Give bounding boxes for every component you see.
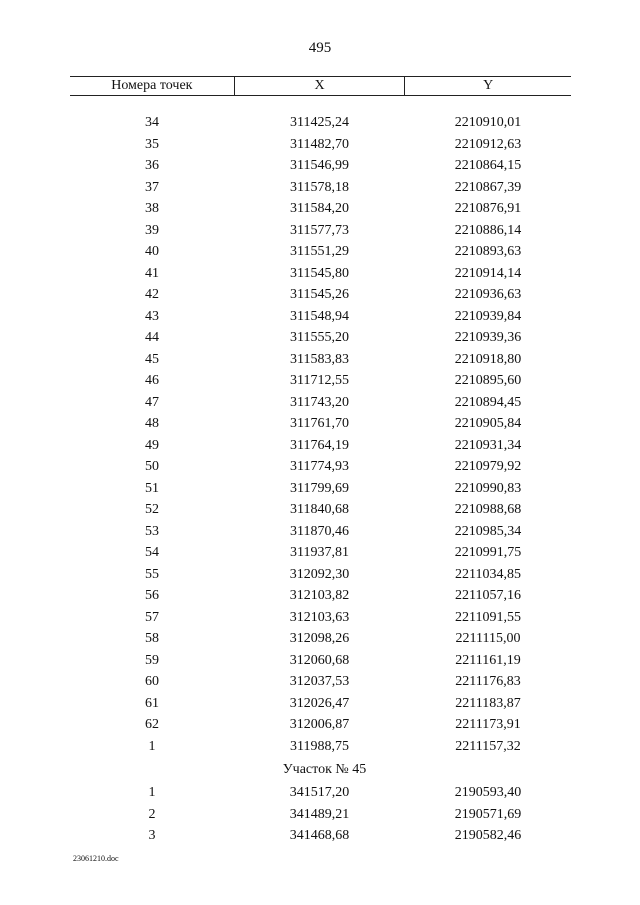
y-cell: 2211034,85: [455, 566, 521, 582]
table-row: [70, 327, 571, 349]
x-cell: 311761,70: [290, 416, 349, 431]
x-cell: 312006,87: [289, 717, 350, 732]
point-number-cell: 60: [145, 674, 159, 689]
point-number-cell: 1: [148, 738, 156, 754]
x-cell: 311937,81: [290, 545, 349, 560]
point-number-cell: 36: [145, 158, 159, 173]
x-cell: 311545,26: [290, 287, 349, 302]
table-row: [70, 284, 571, 306]
y-cell: 2210979,92: [454, 459, 522, 474]
y-cell: 2210910,01: [454, 115, 522, 130]
x-cell: 311870,46: [290, 523, 349, 539]
point-number-cell: 40: [145, 244, 159, 259]
x-cell: 341517,20: [289, 785, 350, 800]
y-cell: 2210990,83: [454, 480, 522, 496]
table-row: [70, 241, 571, 263]
point-number-cell: 45: [145, 351, 159, 367]
point-number-cell: 53: [145, 523, 159, 539]
y-cell: 2211157,32: [455, 738, 521, 754]
x-cell: 341489,21: [289, 806, 350, 822]
y-cell: 2211115,00: [455, 631, 521, 646]
y-cell: 2211173,91: [455, 717, 521, 732]
point-number-cell: 49: [145, 437, 159, 453]
table-body: [70, 112, 571, 847]
x-cell: 311548,94: [290, 308, 349, 324]
y-cell: 2210867,39: [454, 179, 522, 195]
point-number-cell: 57: [145, 609, 159, 625]
x-cell: 312092,30: [289, 566, 350, 582]
table-row: [70, 564, 571, 586]
y-cell: 2210912,63: [454, 136, 522, 152]
table-row: [70, 478, 571, 500]
point-number-cell: 48: [145, 416, 159, 431]
x-cell: 311425,24: [290, 115, 349, 130]
point-number-cell: 3: [148, 828, 156, 843]
x-cell: 341468,68: [289, 828, 350, 843]
table-row: [70, 499, 571, 521]
point-number-cell: 38: [145, 201, 159, 216]
point-number-cell: 41: [145, 265, 159, 281]
point-number-cell: 35: [145, 136, 159, 152]
table-row: [70, 607, 571, 629]
y-cell: 2210918,80: [454, 351, 522, 367]
table-row: [70, 435, 571, 457]
point-number-cell: 34: [145, 115, 159, 130]
table-row: [70, 263, 571, 285]
y-cell: 2210895,60: [454, 373, 522, 388]
x-cell: 311577,73: [290, 222, 349, 238]
table-row: [70, 825, 571, 847]
table-header: [70, 76, 571, 96]
table-row: [70, 782, 571, 804]
y-cell: 2210991,75: [454, 545, 522, 560]
x-cell: 311578,18: [290, 179, 349, 195]
table-row: [70, 521, 571, 543]
table-row: [70, 585, 571, 607]
x-cell: 312026,47: [289, 695, 350, 711]
y-cell: 2190593,40: [454, 785, 522, 800]
x-cell: 312037,53: [289, 674, 350, 689]
x-cell: 311545,80: [290, 265, 349, 281]
table-row: [70, 134, 571, 156]
point-number-cell: 62: [145, 717, 159, 732]
y-cell: 2211057,16: [455, 588, 521, 603]
x-cell: 311555,20: [290, 330, 349, 345]
y-cell: 2190571,69: [454, 806, 522, 822]
point-number-cell: 59: [145, 652, 159, 668]
point-number-cell: 44: [145, 330, 159, 345]
x-cell: 311840,68: [290, 502, 349, 517]
point-number-cell: 56: [145, 588, 159, 603]
point-number-cell: 50: [145, 459, 159, 474]
point-number-cell: 47: [145, 394, 159, 410]
file-name-footer: 23061210.doc: [73, 854, 119, 863]
coordinates-table: [70, 76, 571, 843]
point-number-cell: 42: [145, 287, 159, 302]
x-cell: 311551,29: [290, 244, 349, 259]
table-row: [70, 714, 571, 736]
x-cell: 312103,82: [289, 588, 350, 603]
table-row: [70, 628, 571, 650]
table-row: [70, 392, 571, 414]
table-row: [70, 542, 571, 564]
y-cell: 2210931,34: [454, 437, 522, 453]
table-row: [70, 112, 571, 134]
table-row: [70, 198, 571, 220]
table-row: [70, 155, 571, 177]
y-cell: 2210894,45: [454, 394, 522, 410]
table-row: [70, 306, 571, 328]
y-cell: 2210939,84: [454, 308, 522, 324]
point-number-cell: 58: [145, 631, 159, 646]
x-cell: 311546,99: [290, 158, 349, 173]
point-number-cell: 39: [145, 222, 159, 238]
point-number-cell: 37: [145, 179, 159, 195]
table-row: [70, 650, 571, 672]
x-cell: 312060,68: [289, 652, 350, 668]
x-cell: 311988,75: [290, 738, 349, 754]
table-row: [70, 370, 571, 392]
y-cell: 2210893,63: [454, 244, 522, 259]
y-cell: 2210939,36: [454, 330, 522, 345]
x-cell: 312098,26: [289, 631, 350, 646]
table-row: [70, 413, 571, 435]
y-cell: 2211176,83: [455, 674, 521, 689]
page-number: 495: [308, 40, 332, 56]
table-row: [70, 456, 571, 478]
point-number-cell: 52: [145, 502, 159, 517]
table-row: [70, 693, 571, 715]
x-cell: 311584,20: [290, 201, 349, 216]
header-y: Y: [404, 77, 571, 95]
y-cell: 2210914,14: [454, 265, 522, 281]
section-title: Участок № 45: [282, 762, 367, 777]
y-cell: 2210876,91: [454, 201, 522, 216]
x-cell: 311482,70: [290, 136, 349, 152]
y-cell: 2210864,15: [454, 158, 522, 173]
x-cell: 311712,55: [290, 373, 349, 388]
point-number-cell: 54: [145, 545, 159, 560]
point-number-cell: 55: [145, 566, 159, 582]
x-cell: 311774,93: [290, 459, 349, 474]
header-point-numbers: Номера точек: [111, 78, 193, 93]
y-cell: 2211091,55: [455, 609, 521, 625]
table-row: [70, 220, 571, 242]
point-number-cell: 61: [145, 695, 159, 711]
table-row: [70, 177, 571, 199]
table-row: [70, 349, 571, 371]
table-row: [70, 671, 571, 693]
y-cell: 2211161,19: [455, 652, 521, 668]
point-number-cell: 43: [145, 308, 159, 324]
point-number-cell: 1: [148, 785, 156, 800]
x-cell: 311583,83: [290, 351, 349, 367]
y-cell: 2210886,14: [454, 222, 522, 238]
y-cell: 2210988,68: [454, 502, 522, 517]
x-cell: 311743,20: [290, 394, 349, 410]
table-row: [70, 804, 571, 826]
point-number-cell: 2: [148, 806, 156, 822]
y-cell: 2210905,84: [454, 416, 522, 431]
point-number-cell: 46: [145, 373, 159, 388]
table-row: [70, 736, 571, 758]
y-cell: 2210985,34: [454, 523, 522, 539]
point-number-cell: 51: [145, 480, 159, 496]
header-x: X: [234, 77, 405, 95]
y-cell: 2211183,87: [455, 695, 521, 711]
x-cell: 311764,19: [290, 437, 349, 453]
x-cell: 312103,63: [289, 609, 350, 625]
x-cell: 311799,69: [290, 480, 349, 496]
y-cell: 2190582,46: [454, 828, 522, 843]
y-cell: 2210936,63: [454, 287, 522, 302]
